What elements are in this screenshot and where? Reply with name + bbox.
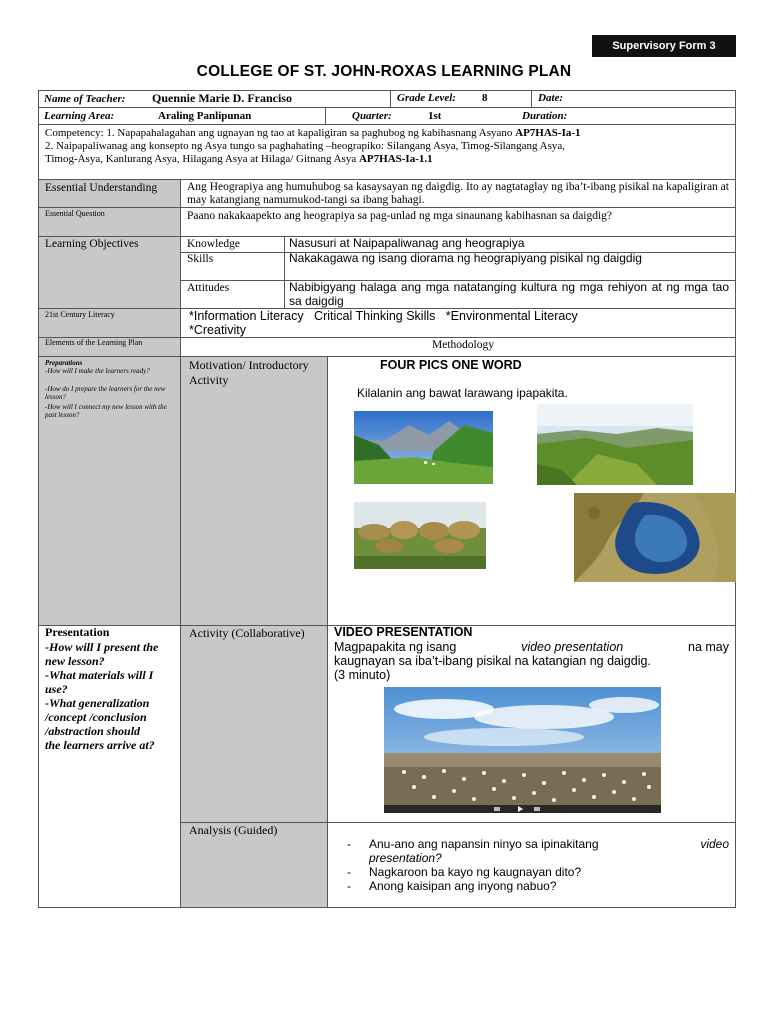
activity-label: Activity (Collaborative) <box>189 626 305 640</box>
activity-text-line-3: (3 minuto) <box>334 668 391 682</box>
mountain-valley-photo <box>354 411 493 484</box>
literacy-label: 21st Century Literacy <box>45 310 115 319</box>
preparations-q1: -How will I make the learners ready? <box>45 367 150 375</box>
objective-skills-text: Nakakagawa ng isang diorama ng heograpiyang pisikal ng daigdig <box>289 251 642 265</box>
competency-line-1: Competency: 1. Napapahalagahan ang ugnayan ng tao at kapaligiran sa paghubog ng kabihasnang Asyano AP7HAS-Ia-1 <box>45 127 581 139</box>
presentation-q2: -What materials will I use? <box>45 668 154 696</box>
grade-label: Grade Level: <box>397 92 456 104</box>
objective-type-skills: Skills <box>187 253 214 265</box>
form-tag: Supervisory Form 3 <box>592 35 736 57</box>
document-title: COLLEGE OF ST. JOHN-ROXAS LEARNING PLAN <box>196 63 572 80</box>
learning-objectives-label: Learning Objectives <box>45 238 139 250</box>
green-hills-photo <box>537 404 693 485</box>
activity-text-line-1: Magpapakita ng isang video presentation na may <box>334 640 729 654</box>
quarter-label: Quarter: <box>352 110 392 122</box>
video-presentation-heading: VIDEO PRESENTATION <box>334 625 473 639</box>
area-value: Araling Panlipunan <box>158 110 252 122</box>
duration-label: Duration: <box>522 110 568 122</box>
competency-line-3: Timog-Asya, Kanlurang Asya, Hilagang Asya at Hilaga/ Gitnang Asya AP7HAS-Ia-1.1 <box>45 153 433 165</box>
objective-type-attitudes: Attitudes <box>187 282 230 294</box>
essential-understanding-label: Essential Understanding <box>45 182 158 194</box>
chocolate-hills-photo <box>354 502 486 569</box>
area-label: Learning Area: <box>44 110 115 122</box>
presentation-q1: -How will I present the new lesson? <box>45 640 159 668</box>
essential-question-label: Essential Question <box>45 209 105 218</box>
presentation-title: Presentation <box>45 625 110 639</box>
literacy-line-1: *Information Literacy Critical Thinking Skills *Environmental Literacy <box>189 309 578 323</box>
activity-text-line-2: kaugnayan sa iba’t-ibang pisikal na katangian ng daigdig. <box>334 654 651 668</box>
objective-type-knowledge: Knowledge <box>187 238 241 250</box>
quarter-value: 1st <box>428 110 442 122</box>
grade-value: 8 <box>482 92 488 104</box>
preparations-q3: -How will I connect my new lesson with the past lesson? <box>45 403 167 419</box>
competency-line-2: 2. Naipapaliwanag ang konsepto ng Asya tungo sa paghahating –heograpiko: Silangang Asya, Timog-Silangang Asya, <box>45 140 565 152</box>
presentation-q3: -What generalization /concept /conclusion /abstraction should the learners arrive at? <box>45 696 155 752</box>
objective-knowledge-text: Nasusuri at Naipapaliwanag ang heograpiya <box>289 236 525 250</box>
analysis-question-2: - Nagkaroon ba kayo ng kaugnayan dito? <box>347 865 729 879</box>
methodology-label: Methodology <box>432 339 494 351</box>
preparations-title: Preparations <box>45 359 83 367</box>
four-pics-heading: FOUR PICS ONE WORD <box>380 358 522 372</box>
analysis-question-3: - Anong kaisipan ang inyong nabuo? <box>347 879 729 893</box>
objective-attitudes-text: Nabibigyang halaga ang mga natatanging kultura ng mga rehiyon at ng mga tao sa daigdig <box>289 280 729 308</box>
date-label: Date: <box>538 92 564 104</box>
analysis-question-1: - Anu-ano ang napansin ninyo sa ipinakitang video presentation? <box>347 837 729 865</box>
analysis-label: Analysis (Guided) <box>189 823 278 837</box>
teacher-row <box>38 90 736 108</box>
aerial-coastline-photo <box>574 493 736 582</box>
essential-understanding-text: Ang Heograpiya ang humuhubog sa kasaysayan ng daigdig. Ito ay nagtataglay ng iba’t-ibang pisikal na kapaligiran at may katangiang namumukod-tangi sa ibang bahagi. <box>187 181 729 206</box>
literacy-line-2: *Creativity <box>189 323 246 337</box>
video-thumbnail[interactable] <box>384 687 661 813</box>
teacher-label: Name of Teacher: <box>44 93 126 105</box>
elements-label: Elements of the Learning Plan <box>45 338 143 347</box>
motivation-instruction: Kilalanin ang bawat larawang ipapakita. <box>357 386 568 400</box>
teacher-name: Quennie Marie D. Franciso <box>152 91 292 105</box>
essential-question-text: Paano nakakaapekto ang heograpiya sa pag-unlad ng mga sinaunang kabihasnan sa daigdig? <box>187 210 613 222</box>
analysis-questions <box>347 837 729 893</box>
motivation-label: Motivation/ Introductory Activity <box>189 358 309 387</box>
preparations-q2: -How do I prepare the learners for the new lesson? <box>45 385 166 401</box>
